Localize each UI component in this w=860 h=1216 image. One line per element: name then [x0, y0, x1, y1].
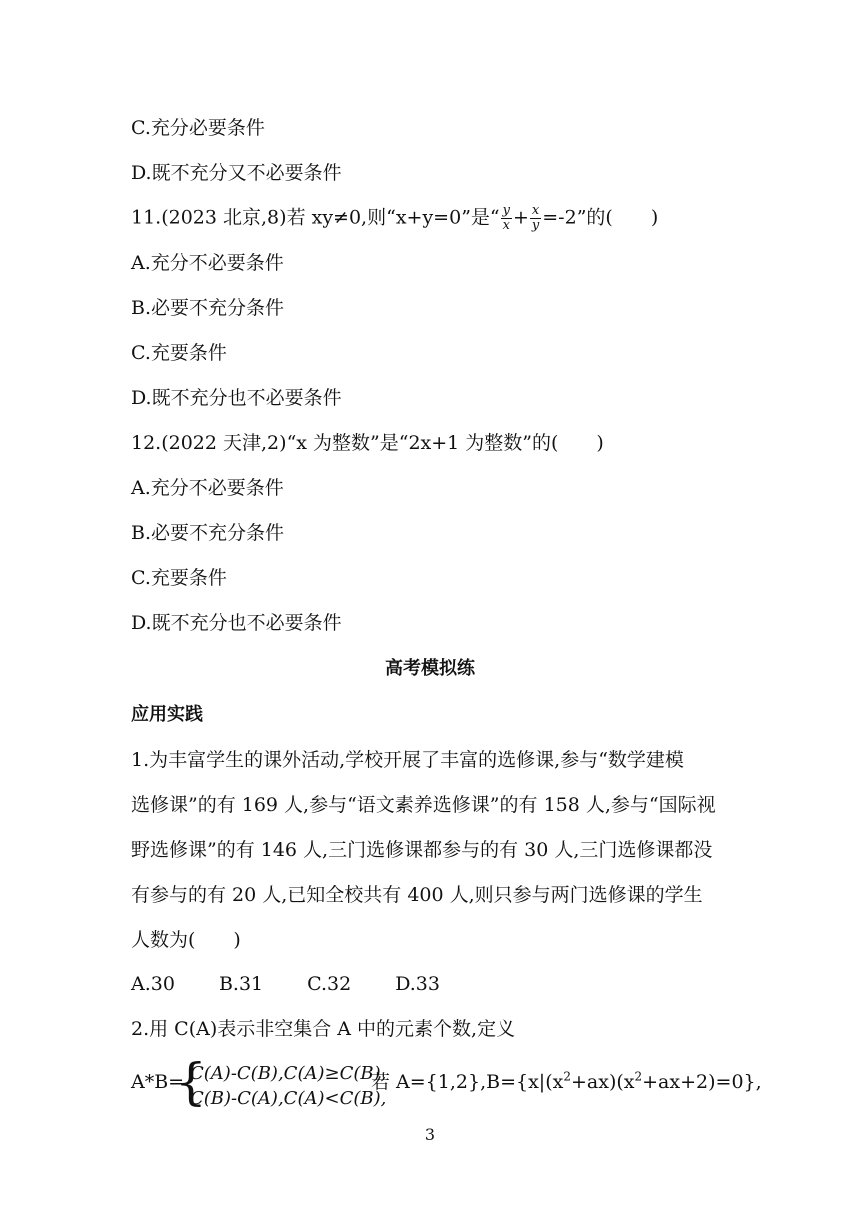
p1-line-1: 1.为丰富学生的课外活动,学校开展了丰富的选修课,参与“数学建模 — [131, 749, 684, 771]
q11-option-b: B.必要不充分条件 — [131, 297, 285, 319]
p2-lhs: A*B= — [131, 1071, 185, 1093]
p1-line-5: 人数为( ) — [131, 929, 241, 951]
piecewise-brace: { — [175, 1053, 207, 1111]
q11-option-d: D.既不充分也不必要条件 — [131, 387, 342, 409]
p1-option-d: D.33 — [395, 973, 440, 995]
p1-line-4: 有参与的有 20 人,已知全校共有 400 人,则只参与两门选修课的学生 — [131, 884, 703, 906]
q11-stem-pre: 11.(2023 北京,8)若 xy≠0,则“x+y=0”是“ — [131, 206, 500, 229]
subsection-title: 应用实践 — [131, 704, 203, 725]
q11-stem-post: =-2”的( ) — [542, 206, 659, 229]
piecewise-case-1: C(A)-C(B),C(A)≥C(B), — [190, 1063, 387, 1084]
section-title: 高考模拟练 — [385, 658, 475, 679]
q12-option-c: C.充要条件 — [131, 567, 227, 589]
q11-fraction-y-over-x: $\frac{y}{x}$ — [502, 203, 510, 233]
q12-option-b: B.必要不充分条件 — [131, 522, 285, 544]
p1-line-3: 野选修课”的有 146 人,三门选修课都参与的有 30 人,三门选修课都没 — [131, 839, 713, 861]
p2-condition: 若 $A=\{1,2\},B=\{x|(x^2+ax)(x^2+ax+2)=0\}$, — [371, 1069, 762, 1093]
q10-option-c: C.充分必要条件 — [131, 117, 265, 139]
p1-option-b: B.31 — [218, 973, 264, 995]
piecewise-cases — [190, 1061, 386, 1111]
q11-option-a: A.充分不必要条件 — [131, 252, 284, 274]
q10-option-d: D.既不充分又不必要条件 — [131, 162, 342, 184]
piecewise-case-2: C(B)-C(A),C(A)<C(B), — [190, 1088, 387, 1109]
p1-line-2: 选修课”的有 169 人,参与“语文素养选修课”的有 158 人,参与“国际视 — [131, 794, 716, 816]
q11-option-c: C.充要条件 — [131, 342, 227, 364]
q11-stem: 11.(2023 北京,8)若 xy≠0,则“x+y=0”是“ $\frac{y}{x}$ + $\frac{x}{y}$ =-2”的( ) — [131, 203, 659, 233]
q11-fraction-x-over-y: $\frac{x}{y}$ — [531, 203, 540, 233]
q12-option-a: A.充分不必要条件 — [131, 477, 284, 499]
p2-line-1: 2.用 C(A)表示非空集合 A 中的元素个数,定义 — [131, 1018, 516, 1040]
page-number: 3 — [424, 1125, 436, 1144]
q12-option-d: D.既不充分也不必要条件 — [131, 612, 342, 634]
q12-stem: 12.(2022 天津,2)“x 为整数”是“2x+1 为整数”的( ) — [131, 432, 604, 454]
p1-option-c: C.32 — [307, 973, 352, 995]
p1-option-a: A.30 — [131, 973, 175, 995]
p1-options — [131, 972, 484, 996]
